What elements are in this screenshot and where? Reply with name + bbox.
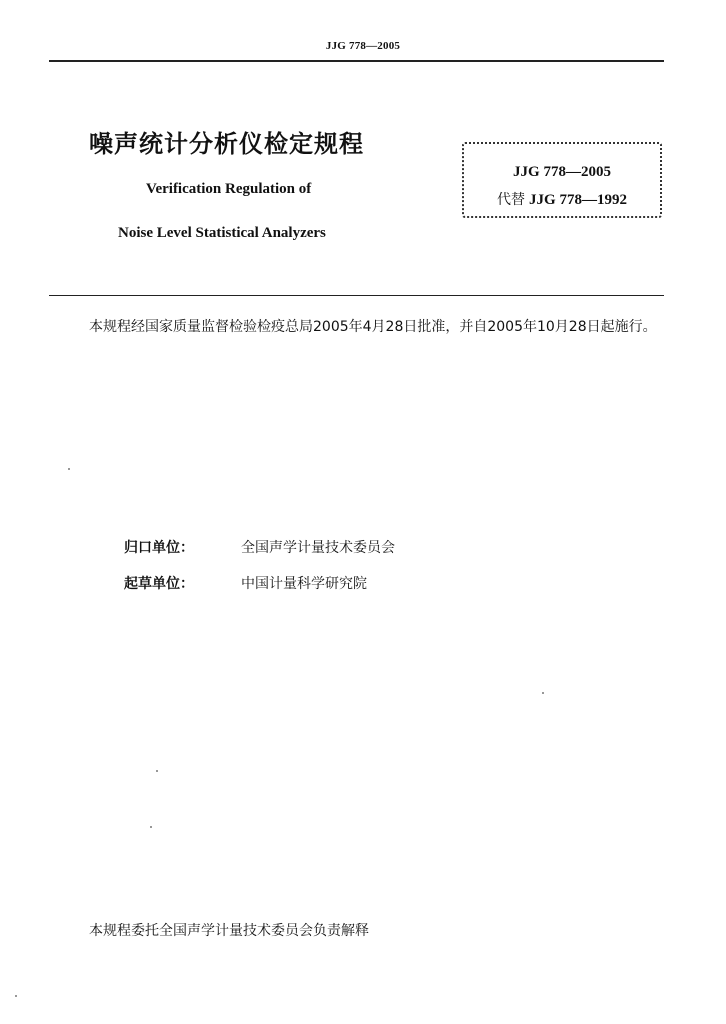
drafting-unit-row [124,573,367,593]
english-title-line-1: Verification Regulation of [146,181,312,197]
replaces-line [464,189,660,209]
interpretation-statement: 本规程委托全国声学计量技术委员会负责解释 [89,923,369,939]
chinese-title: 噪声统计分析仪检定规程 [89,130,364,158]
responsible-unit-label: 归口单位： [124,540,194,556]
section-rule [49,295,664,296]
scan-speck [156,770,158,772]
header-rule [49,60,664,62]
scan-speck [542,692,544,694]
approval-statement: 本规程经国家质量监督检验检疫总局2005年4月28日批准，并自2005年10月28日起施行。 [89,319,657,335]
drafting-unit-value: 中国计量科学研究院 [241,576,367,592]
scan-speck [68,468,70,470]
english-title-line-2: Noise Level Statistical Analyzers [118,225,326,241]
standard-code-box [462,142,662,218]
responsible-unit-value: 全国声学计量技术委员会 [241,540,395,556]
drafting-unit-label: 起草单位： [124,576,194,592]
scan-speck [15,995,17,997]
replaces-label: 代替 [497,192,526,208]
standard-code: JJG 778—2005 [513,164,611,180]
responsible-unit-row [124,537,395,557]
scan-speck [150,826,152,828]
replaced-standard-code: JJG 778—1992 [529,192,627,208]
running-header: JJG 778—2005 [325,40,401,52]
